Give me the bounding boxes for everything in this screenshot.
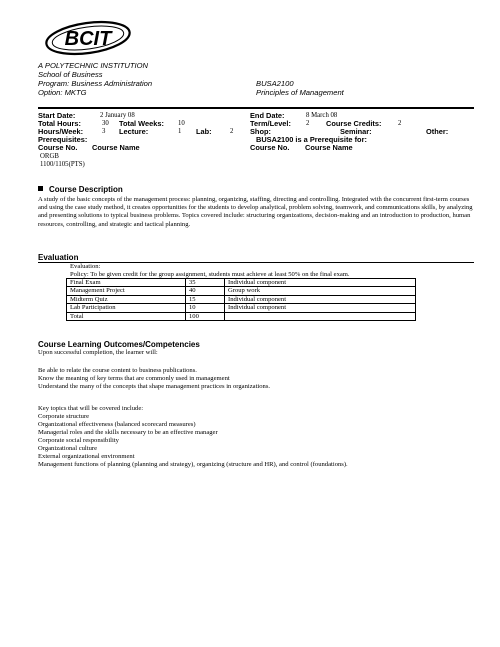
list-item: Organizational effectiveness (balanced scorecard measures) bbox=[38, 421, 196, 428]
eval-type: Individual component bbox=[225, 295, 416, 303]
table-row bbox=[67, 279, 416, 287]
header-rule bbox=[38, 107, 474, 109]
total-weeks-value: 10 bbox=[178, 120, 185, 127]
course-description-text: A study of the basic concepts of the management process: planning, organizing, staffing, directing and controlling. Integrated with the concurrent first-term courses and using the case study method, it creates opportunities for the students to develop analytical, problem solving, teamwork, and communications skills, by analyzing and presenting solutions to typical business problems. Topics covered include: structuring organizations, decision-making and an introduction to production, human resources, controlling, and strategic and tactical planning. bbox=[38, 196, 473, 228]
lab-value: 2 bbox=[230, 128, 234, 135]
end-date-value: 8 March 08 bbox=[306, 112, 338, 119]
course-title: Principles of Management bbox=[256, 88, 344, 97]
hours-week-label: Hours/Week: bbox=[38, 127, 84, 136]
evaluation-rule bbox=[38, 262, 474, 263]
evaluation-heading: Evaluation bbox=[38, 253, 79, 262]
total-weeks-label: Total Weeks: bbox=[119, 119, 164, 128]
eval-weight: 100 bbox=[186, 312, 225, 320]
table-row bbox=[67, 312, 416, 320]
eval-weight: 35 bbox=[186, 279, 225, 287]
term-level-label: Term/Level: bbox=[250, 119, 291, 128]
table-row bbox=[67, 287, 416, 295]
eval-item: Final Exam bbox=[67, 279, 186, 287]
evaluation-note-label: Evaluation: bbox=[70, 263, 101, 270]
list-item: Organizational culture bbox=[38, 445, 98, 452]
option-name: Option: MKTG bbox=[38, 88, 87, 97]
table-row bbox=[67, 304, 416, 312]
lab-label: Lab: bbox=[196, 127, 212, 136]
eval-weight: 10 bbox=[186, 304, 225, 312]
prereq-for-label: BUSA2100 is a Prerequisite for: bbox=[256, 135, 367, 144]
eval-item: Total bbox=[67, 312, 186, 320]
hours-week-value: 3 bbox=[102, 128, 106, 135]
start-date-label: Start Date: bbox=[38, 111, 76, 120]
other-label: Other: bbox=[426, 127, 449, 136]
shop-label: Shop: bbox=[250, 127, 271, 136]
eval-item: Midterm Quiz bbox=[67, 295, 186, 303]
eval-weight: 15 bbox=[186, 295, 225, 303]
eval-weight: 40 bbox=[186, 287, 225, 295]
course-name-label-right: Course Name bbox=[305, 143, 353, 152]
course-no-label-right: Course No. bbox=[250, 143, 290, 152]
topics-intro: Key topics that will be covered include: bbox=[38, 405, 144, 412]
prerequisites-label: Prerequisites: bbox=[38, 135, 88, 144]
course-no-label: Course No. bbox=[38, 143, 78, 152]
start-date-value: 2 January 08 bbox=[100, 112, 135, 119]
eval-type: Individual component bbox=[225, 304, 416, 312]
course-description-heading: Course Description bbox=[38, 185, 123, 194]
total-hours-value: 30 bbox=[102, 120, 109, 127]
term-level-value: 2 bbox=[306, 120, 310, 127]
square-bullet-icon bbox=[38, 186, 43, 191]
list-item: Management functions of planning (planning and strategy), organizing (structure and HR), and control (foundations). bbox=[38, 461, 348, 468]
course-credits-value: 2 bbox=[398, 120, 402, 127]
eval-item: Management Project bbox=[67, 287, 186, 295]
total-hours-label: Total Hours: bbox=[38, 119, 81, 128]
evaluation-table bbox=[66, 278, 416, 321]
bcit-logo bbox=[42, 18, 134, 58]
list-item: Know the meaning of key terms that are commonly used in management bbox=[38, 375, 230, 382]
list-item: Be able to relate the course content to business publications. bbox=[38, 367, 197, 374]
evaluation-policy: Policy: To be given credit for the group assignment, students must achieve at least 50% on the final exam. bbox=[70, 271, 350, 278]
list-item: Managerial roles and the skills necessary to be an effective manager bbox=[38, 429, 218, 436]
prereq-course-no: ORGB bbox=[40, 153, 59, 160]
program-name: Program: Business Administration bbox=[38, 79, 153, 88]
lecture-value: 1 bbox=[178, 128, 182, 135]
end-date-label: End Date: bbox=[250, 111, 285, 120]
eval-item: Lab Participation bbox=[67, 304, 186, 312]
eval-type bbox=[225, 312, 416, 320]
course-credits-label: Course Credits: bbox=[326, 119, 382, 128]
eval-type: Group work bbox=[225, 287, 416, 295]
list-item: External organizational environment bbox=[38, 453, 135, 460]
list-item: Understand the many of the concepts that shape management practices in organizations. bbox=[38, 383, 271, 390]
outcomes-intro: Upon successful completion, the learner will: bbox=[38, 349, 158, 356]
course-code: BUSA2100 bbox=[256, 79, 294, 88]
list-item: Corporate structure bbox=[38, 413, 90, 420]
lecture-label: Lecture: bbox=[119, 127, 149, 136]
list-item: Corporate social responsibility bbox=[38, 437, 119, 444]
prereq-course-name: 1100/1105(PTS) bbox=[40, 161, 85, 168]
outcomes-heading: Course Learning Outcomes/Competencies bbox=[38, 340, 200, 349]
table-row bbox=[67, 295, 416, 303]
course-name-label: Course Name bbox=[92, 143, 140, 152]
logo-text: BCIT bbox=[64, 28, 112, 50]
eval-type: Individual component bbox=[225, 279, 416, 287]
school-name: School of Business bbox=[38, 70, 103, 79]
seminar-label: Seminar: bbox=[340, 127, 372, 136]
tagline: A POLYTECHNIC INSTITUTION bbox=[38, 61, 148, 70]
